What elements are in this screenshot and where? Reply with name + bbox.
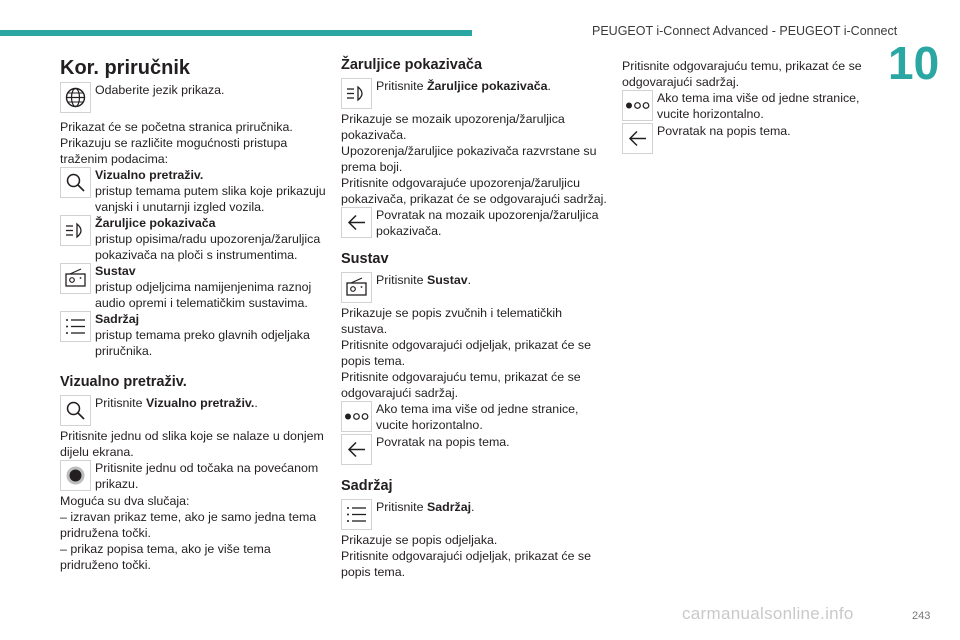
warning-lights-icon[interactable]: [341, 78, 372, 109]
contents-press: [341, 499, 607, 532]
back-arrow-icon[interactable]: [341, 434, 372, 465]
case-2: – prikaz popisa tema, ako je više tema pridruženo točki.: [60, 542, 271, 572]
search-icon[interactable]: [60, 395, 91, 426]
watermark: carmanualsonline.info: [682, 604, 854, 623]
section-heading-visual-search: Vizualno pretraživ.: [60, 374, 187, 390]
dot-text: Pritisnite jednu od točaka na povećanom prikazu.: [95, 461, 319, 491]
access-item-label: Sadržaj: [95, 312, 140, 326]
back-arrow-icon[interactable]: [341, 207, 372, 238]
page-number: 243: [912, 610, 931, 622]
press-prefix: Pritisnite: [376, 273, 427, 287]
contents-text-1: Prikazuje se popis odjeljaka.: [341, 533, 498, 547]
access-item-text: pristup opisima/radu upozorenja/žaruljica pokazivača na ploči s instrumentima.: [95, 232, 321, 262]
list-icon[interactable]: [60, 311, 91, 342]
press-suffix: .: [467, 273, 472, 287]
press-target: Vizualno pretraživ.: [145, 396, 255, 410]
page-dots-icon[interactable]: [341, 401, 372, 432]
globe-icon[interactable]: [60, 82, 91, 113]
access-item-text: pristup odjeljcima namijenjenima raznoj audio opremi i telematičkim sustavima.: [95, 280, 312, 310]
contents-back: [622, 123, 888, 156]
header-title: PEUGEOT i-Connect Advanced - PEUGEOT i-Connect: [592, 24, 898, 38]
press-prefix: Pritisnite: [376, 79, 427, 93]
globe-instruction: [60, 82, 326, 115]
warning-press: [341, 78, 607, 111]
press-prefix: Pritisnite: [376, 500, 427, 514]
back-arrow-icon[interactable]: [622, 123, 653, 154]
section-title-manual: Kor. priručnik: [60, 57, 191, 79]
section-heading-system: Sustav: [341, 251, 389, 267]
dots-text: Ako tema ima više od jedne stranice, vucite horizontalno.: [376, 402, 579, 432]
dots-text: Ako tema ima više od jedne stranice, vucite horizontalno.: [657, 91, 860, 121]
access-item-warning-lights: [60, 215, 326, 263]
visual-search-press: [60, 395, 326, 428]
section-heading-warning-lights: Žaruljice pokazivača: [341, 57, 483, 73]
hotspot-dot-icon[interactable]: [60, 460, 91, 491]
search-icon[interactable]: [60, 167, 91, 198]
globe-text: Odaberite jezik prikaza.: [95, 83, 225, 97]
contents-text-2: Pritisnite odgovarajući odjeljak, prikazat će se popis tema.: [341, 549, 592, 579]
column-3: [622, 58, 888, 156]
column-1: [60, 56, 326, 573]
header-accent-bar: [0, 30, 472, 36]
system-press: [341, 272, 607, 305]
warning-text-2: Upozorenja/žaruljice pokazivača razvrstane su prema boji.: [341, 144, 597, 174]
page-dots-icon[interactable]: [622, 90, 653, 121]
system-back: [341, 434, 607, 467]
case-1: – izravan prikaz teme, ako je samo jedna tema pridružena točki.: [60, 510, 317, 540]
topic-text: Pritisnite odgovarajuću temu, prikazat će se odgovarajući sadržaj.: [622, 59, 862, 89]
access-item-text: pristup temama putem slika koje prikazuju vanjski i unutarnji izgled vozila.: [95, 184, 326, 214]
press-target: Sadržaj: [426, 500, 472, 514]
warning-text-1: Prikazuje se mozaik upozorenja/žaruljica pokazivača.: [341, 112, 565, 142]
warning-text-3: Pritisnite odgovarajuće upozorenja/žaruljicu pokazivača, prikazat će se odgovarajući sadržaj.: [341, 176, 607, 206]
press-suffix: .: [547, 79, 551, 93]
dot-instruction: [60, 460, 326, 493]
system-text-2: Pritisnite odgovarajući odjeljak, prikazat će se popis tema.: [341, 338, 592, 368]
warning-lights-icon[interactable]: [60, 215, 91, 246]
visual-search-text-1: Pritisnite jednu od slika koje se nalaze u donjem dijelu ekrana.: [60, 429, 324, 459]
column-2: [341, 56, 607, 580]
back-text: Povratak na popis tema.: [657, 124, 791, 138]
back-text: Povratak na popis tema.: [376, 435, 510, 449]
access-item-label: Vizualno pretraživ.: [95, 168, 204, 182]
access-item-visual-search: [60, 167, 326, 215]
radio-icon[interactable]: [60, 263, 91, 294]
access-item-text: pristup temama preko glavnih odjeljaka priručnika.: [95, 328, 310, 358]
access-item-system: [60, 263, 326, 311]
press-suffix: .: [254, 396, 258, 410]
press-target: Sustav: [426, 273, 468, 287]
press-target: Žaruljice pokazivača: [426, 79, 548, 93]
intro-text: Prikazat će se početna stranica priručnika. Prikazuju se različite mogućnosti pristupa traženim podacima:: [60, 120, 293, 166]
warning-back: [341, 207, 607, 240]
chapter-number: 10: [888, 37, 940, 89]
system-text-3: Pritisnite odgovarajuću temu, prikazat će se odgovarajući sadržaj.: [341, 370, 581, 400]
visual-search-text-2: Moguća su dva slučaja:: [60, 494, 190, 508]
access-item-contents: [60, 311, 326, 359]
back-text: Povratak na mozaik upozorenja/žaruljica pokazivača.: [376, 208, 599, 238]
access-item-label: Sustav: [95, 264, 136, 278]
radio-icon[interactable]: [341, 272, 372, 303]
contents-pages: [622, 90, 888, 123]
press-prefix: Pritisnite: [95, 396, 146, 410]
system-text-1: Prikazuje se popis zvučnih i telematičkih sustava.: [341, 306, 563, 336]
section-heading-contents: Sadržaj: [341, 478, 393, 494]
access-item-label: Žaruljice pokazivača: [95, 216, 216, 230]
press-suffix: .: [471, 500, 475, 514]
list-icon[interactable]: [341, 499, 372, 530]
system-pages: [341, 401, 607, 434]
